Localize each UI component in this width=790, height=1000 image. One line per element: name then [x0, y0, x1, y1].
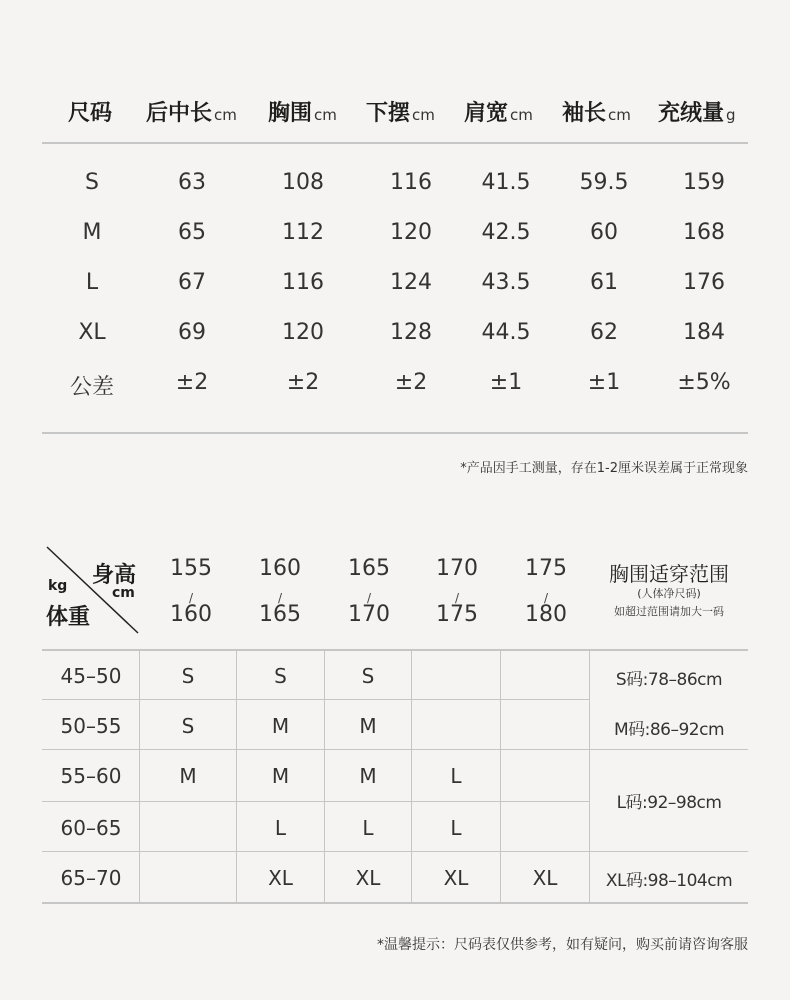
measurement-cell: ±1 [489, 370, 523, 395]
header-back-length [146, 96, 237, 127]
recommended-size-cell: S [181, 664, 195, 688]
height-unit: cm [112, 585, 135, 601]
recommended-size-cell: XL [443, 866, 469, 890]
height-header-bottom: 160 [170, 602, 212, 627]
header-unit: g [726, 106, 736, 124]
header-label: 后中长 [146, 101, 213, 126]
header-sleeve [562, 96, 631, 127]
measurement-cell: 112 [282, 220, 324, 245]
header-unit: cm [608, 106, 631, 124]
recommended-size-cell: L [450, 764, 462, 788]
recommended-size-cell [412, 651, 500, 701]
size-label-cell: S [85, 170, 99, 195]
size-label-cell: XL [78, 320, 106, 345]
measurement-cell: 116 [390, 170, 432, 195]
measurement-cell: 42.5 [481, 220, 531, 245]
reference-note: *温馨提示：尺码表仅供参考，如有疑问，购买前请咨询客服 [377, 937, 748, 953]
measurement-cell: 108 [282, 170, 324, 195]
height-header-sep: / [543, 591, 549, 605]
recommended-size-cell [412, 701, 500, 751]
recommended-size-cell [501, 651, 589, 701]
measurement-cell: 43.5 [481, 270, 531, 295]
chest-range-l: L码:92–98cm [616, 793, 722, 813]
table-bottom-divider [42, 432, 748, 434]
measurement-cell: 63 [178, 170, 206, 195]
height-header-sep: / [188, 591, 194, 605]
measurement-cell: 168 [683, 220, 725, 245]
header-hem [366, 96, 435, 127]
chest-range-xl: XL码:98–104cm [605, 871, 733, 891]
recommended-size-cell: M [271, 714, 290, 738]
header-size [68, 96, 112, 127]
header-unit: cm [214, 106, 237, 124]
weight-label: 体重 [46, 605, 91, 630]
chest-range-s: S码:78–86cm [615, 670, 723, 690]
measurement-cell: 41.5 [481, 170, 531, 195]
measurement-cell: 159 [683, 170, 725, 195]
measurement-cell: 116 [282, 270, 324, 295]
measurement-cell: 124 [390, 270, 432, 295]
measurement-cell: 120 [282, 320, 324, 345]
recommended-size-cell [140, 803, 236, 853]
header-divider [42, 142, 748, 144]
recommended-size-cell: S [181, 714, 195, 738]
height-header-top: 155 [170, 556, 212, 581]
measurement-cell: 176 [683, 270, 725, 295]
height-header-bottom: 180 [525, 602, 567, 627]
chest-range-sub: (人体净尺码) [637, 587, 701, 600]
recommended-size-cell: XL [532, 866, 558, 890]
recommended-size-cell [501, 803, 589, 853]
recommended-size-cell: M [179, 764, 197, 788]
measurement-cell: ±2 [286, 370, 320, 395]
measurement-cell: 184 [683, 320, 725, 345]
measurement-cell: 62 [590, 320, 618, 345]
chest-range-hint: 如超过范围请加大一码 [614, 605, 724, 618]
height-header-top: 170 [436, 556, 478, 581]
row-divider [42, 801, 590, 802]
size-label-cell: 公差 [69, 375, 114, 400]
recommended-size-cell: L [362, 816, 374, 840]
size-label-cell: L [85, 270, 99, 295]
chest-range-m: M码:86–92cm [613, 720, 725, 740]
weight-unit: kg [48, 578, 68, 594]
height-header-top: 175 [525, 556, 567, 581]
height-header-bottom: 165 [259, 602, 301, 627]
height-header-top: 165 [348, 556, 390, 581]
recommended-size-cell: M [271, 764, 290, 788]
height-header-sep: / [454, 591, 460, 605]
recommended-size-cell: L [450, 816, 462, 840]
header-unit: cm [314, 106, 337, 124]
height-header-sep: / [277, 591, 283, 605]
chest-range-title: 胸围适穿范围 [609, 562, 729, 586]
header-label: 肩宽 [464, 101, 509, 126]
measurement-cell: 128 [390, 320, 432, 345]
measurement-note: *产品因手工测量，存在1-2厘米误差属于正常现象 [460, 461, 748, 476]
height-label: 身高 [92, 563, 137, 588]
header-label: 袖长 [562, 101, 607, 126]
recommended-size-cell [501, 751, 589, 801]
measurement-cell: 69 [178, 320, 206, 345]
recommended-size-cell: XL [355, 866, 381, 890]
measurement-cell: ±2 [394, 370, 428, 395]
header-label: 充绒量 [658, 101, 725, 126]
measurement-cell: ±5% [677, 370, 731, 395]
size-label-cell: M [82, 220, 102, 245]
recommended-size-cell: M [359, 714, 377, 738]
height-header-top: 160 [259, 556, 301, 581]
measurement-cell: 65 [178, 220, 206, 245]
weight-range-cell: 50–55 [60, 714, 122, 738]
recommended-size-cell: S [274, 664, 287, 688]
recommended-size-cell: S [361, 664, 375, 688]
weight-range-cell: 60–65 [60, 816, 122, 840]
recommended-size-cell [140, 853, 236, 903]
height-header-bottom: 170 [348, 602, 390, 627]
measurement-cell: 60 [590, 220, 618, 245]
weight-range-cell: 45–50 [60, 664, 122, 688]
height-header-sep: / [366, 591, 372, 605]
measurement-cell: 59.5 [579, 170, 629, 195]
measurement-cell: 61 [590, 270, 618, 295]
recommended-size-cell: L [274, 816, 287, 840]
measurement-cell: 120 [390, 220, 432, 245]
recommended-size-cell [501, 701, 589, 751]
weight-range-cell: 55–60 [60, 764, 122, 788]
header-down-fill [658, 96, 736, 127]
height-header-bottom: 175 [436, 602, 478, 627]
header-chest [268, 96, 337, 127]
header-unit: cm [412, 106, 435, 124]
header-shoulder [464, 96, 533, 127]
recommended-size-cell: XL [268, 866, 293, 890]
header-label: 下摆 [366, 101, 411, 126]
measurement-cell: ±2 [175, 370, 209, 395]
weight-range-cell: 65–70 [60, 866, 122, 890]
measurement-cell: 67 [178, 270, 206, 295]
header-label: 胸围 [268, 101, 313, 126]
measurement-cell: ±1 [587, 370, 621, 395]
measurement-cell: 44.5 [481, 320, 531, 345]
header-unit: cm [510, 106, 533, 124]
header-label: 尺码 [68, 101, 113, 126]
recommended-size-cell: M [359, 764, 377, 788]
